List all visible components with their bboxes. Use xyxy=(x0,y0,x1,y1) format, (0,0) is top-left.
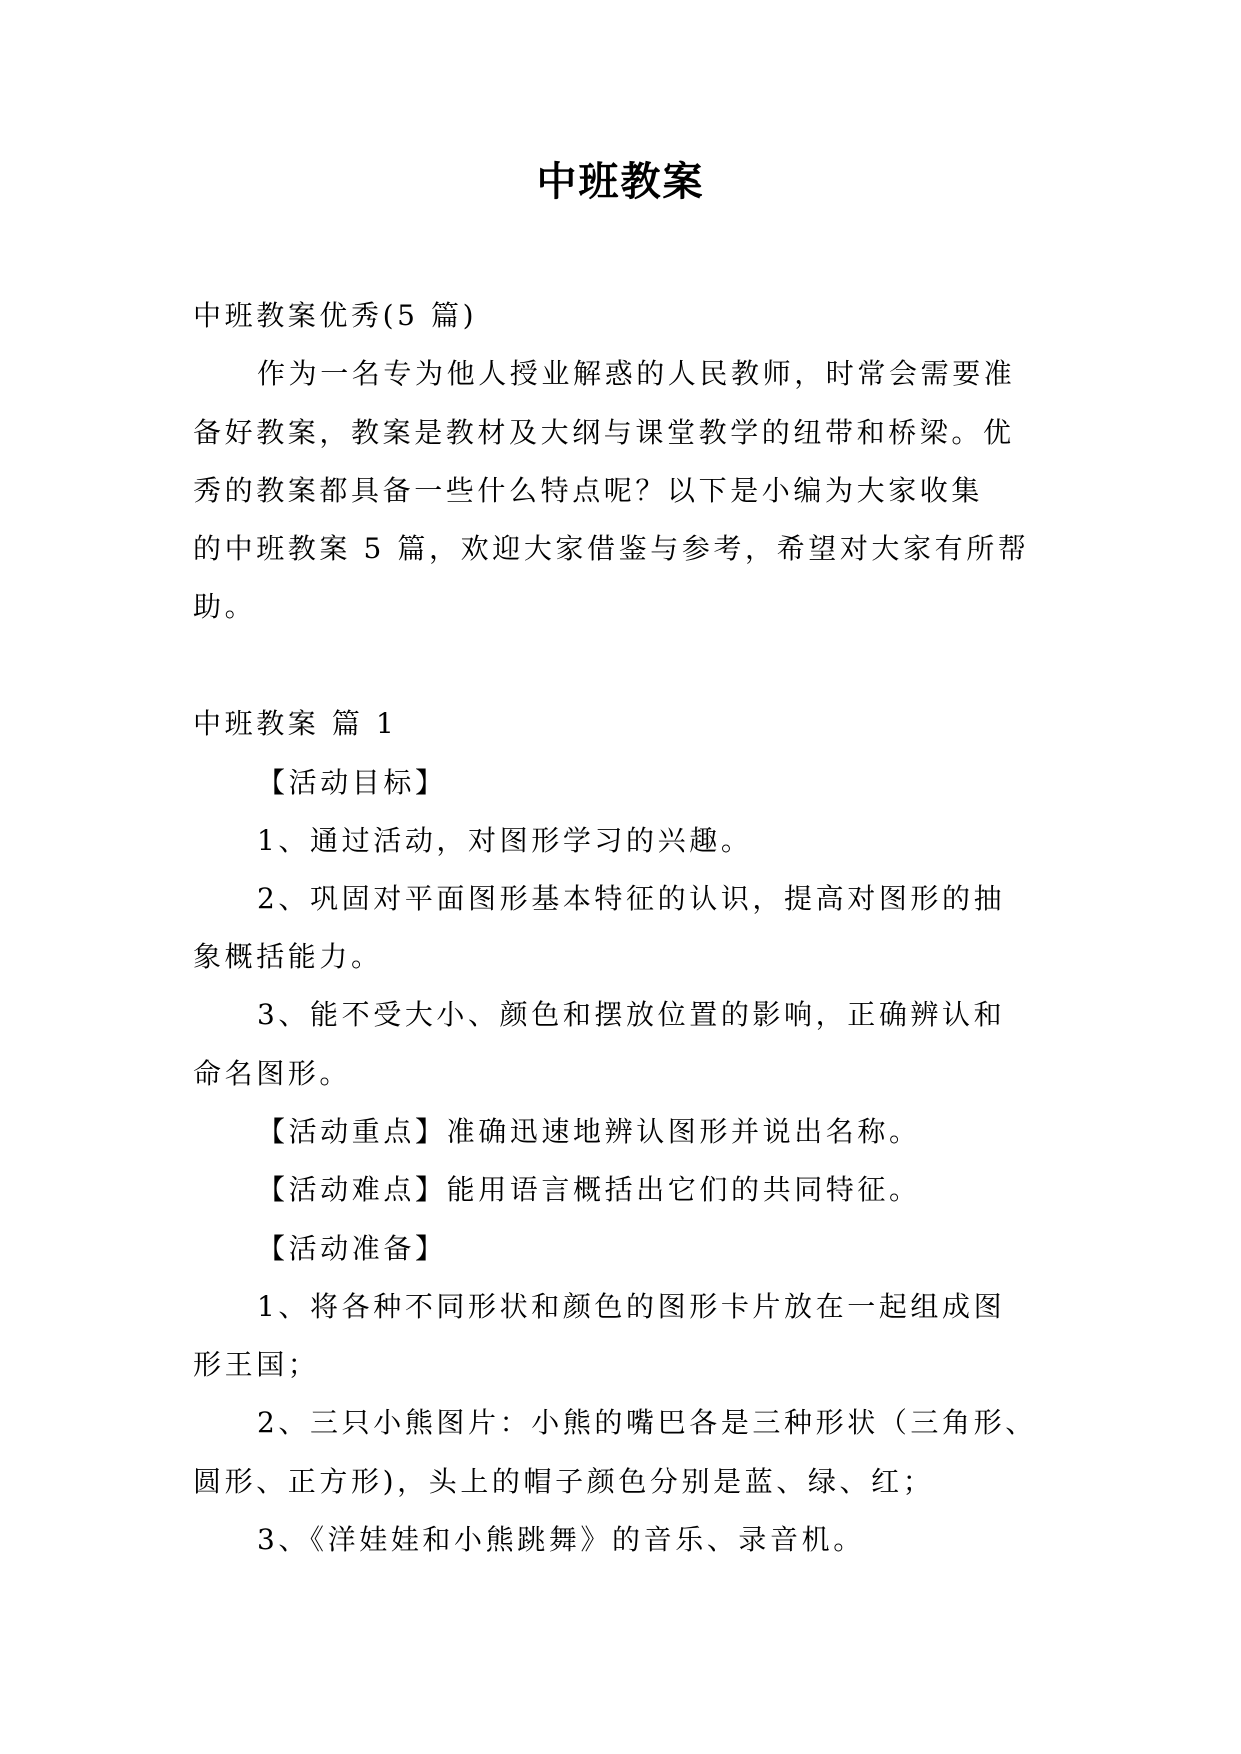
difficulty-point: 【活动难点】能用语言概括出它们的共同特征。 xyxy=(257,1173,921,1206)
objective-line: 2、巩固对平面图形基本特征的认识，提高对图形的抽 xyxy=(257,882,1006,915)
key-point: 【活动重点】准确迅速地辨认图形并说出名称。 xyxy=(257,1115,921,1148)
intro-line: 的中班教案 5 篇，欢迎大家借鉴与参考，希望对大家有所帮 xyxy=(193,532,1030,565)
objective-line: 象概括能力。 xyxy=(193,940,383,973)
document-subtitle: 中班教案优秀(5 篇) xyxy=(193,299,478,332)
preparation-line: 1、将各种不同形状和颜色的图形卡片放在一起组成图 xyxy=(257,1290,1006,1323)
preparation-heading: 【活动准备】 xyxy=(257,1232,447,1265)
intro-line: 作为一名专为他人授业解惑的人民教师，时常会需要准 xyxy=(257,357,1016,390)
preparation-line: 3、《洋娃娃和小熊跳舞》的音乐、录音机。 xyxy=(257,1523,865,1556)
section-heading: 中班教案 篇 1 xyxy=(193,707,398,740)
document-title: 中班教案 xyxy=(536,159,705,205)
objective-line: 1、通过活动，对图形学习的兴趣。 xyxy=(257,824,753,857)
objective-line: 3、能不受大小、颜色和摆放位置的影响，正确辨认和 xyxy=(257,998,1006,1031)
preparation-line: 圆形、正方形)，头上的帽子颜色分别是蓝、绿、红； xyxy=(193,1465,935,1498)
objectives-heading: 【活动目标】 xyxy=(257,766,447,799)
intro-line: 助。 xyxy=(193,590,257,623)
intro-line: 秀的教案都具备一些什么特点呢？以下是小编为大家收集 xyxy=(193,474,984,507)
preparation-line: 形王国； xyxy=(193,1348,320,1381)
preparation-line: 2、三只小熊图片：小熊的嘴巴各是三种形状（三角形、 xyxy=(257,1406,1037,1439)
intro-line: 备好教案，教案是教材及大纲与课堂教学的纽带和桥梁。优 xyxy=(193,416,1015,449)
objective-line: 命名图形。 xyxy=(193,1057,352,1090)
